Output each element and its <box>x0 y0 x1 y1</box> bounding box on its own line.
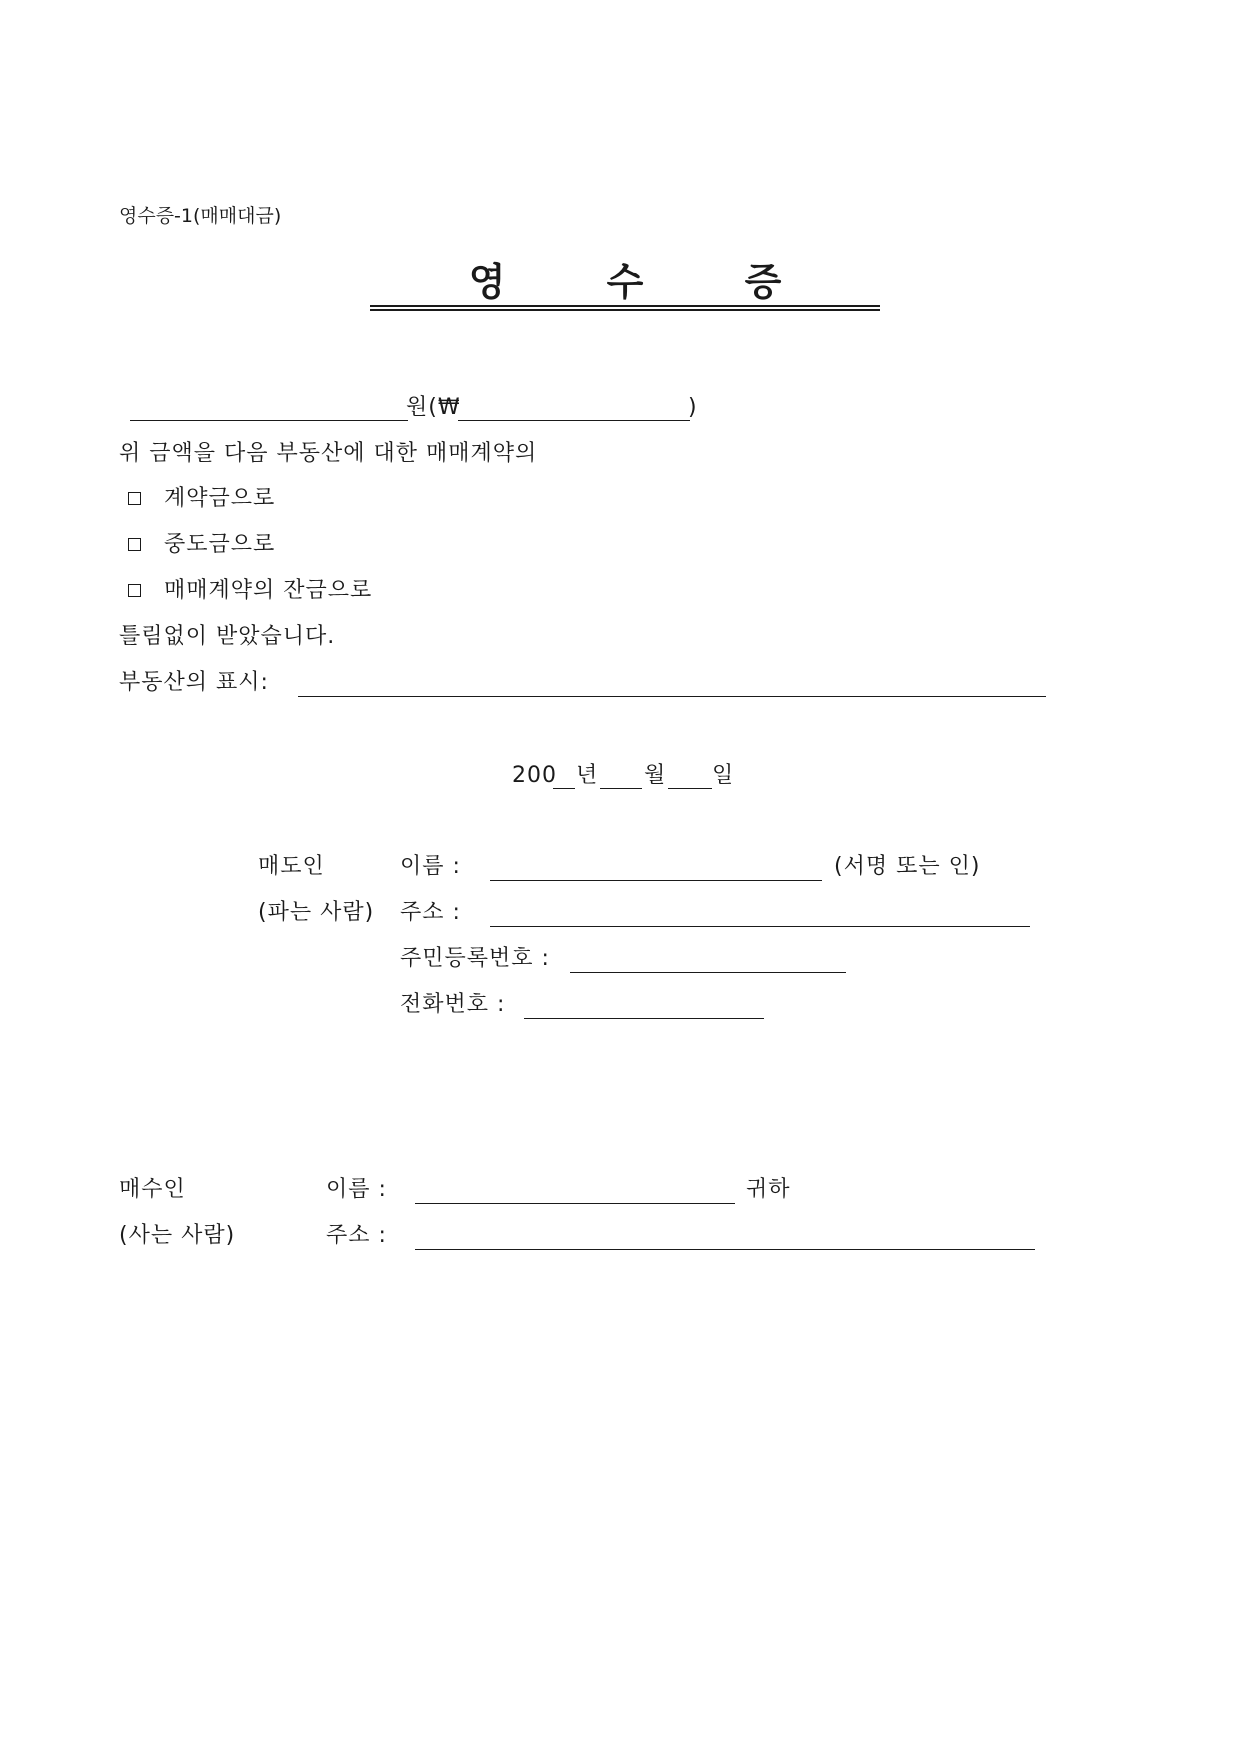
buyer-role: 매수인 <box>119 1177 186 1202</box>
seller-phone-field[interactable] <box>524 1018 764 1019</box>
title-underline-bottom <box>370 309 880 311</box>
date-day-field[interactable] <box>668 788 712 789</box>
option-balance-checkbox[interactable] <box>128 584 141 597</box>
buyer-address-label: 주소 : <box>326 1223 387 1248</box>
seller-role-desc: (파는 사람) <box>258 900 375 925</box>
intro-text: 위 금액을 다음 부동산에 대한 매매계약의 <box>119 441 538 466</box>
seller-id-label: 주민등록번호 : <box>400 946 550 971</box>
received-text: 틀림없이 받았습니다. <box>119 624 336 649</box>
buyer-role-desc: (사는 사람) <box>119 1223 236 1248</box>
date-year-prefix: 200 <box>512 763 557 788</box>
document-title: 영 수 증 <box>468 260 826 304</box>
buyer-name-label: 이름 : <box>326 1177 387 1202</box>
property-label: 부동산의 표시: <box>119 670 269 695</box>
form-code: 영수증-1(매매대금) <box>119 205 282 227</box>
option-deposit-label: 계약금으로 <box>164 486 276 511</box>
seller-name-label: 이름 : <box>400 854 461 879</box>
option-interim-label: 중도금으로 <box>164 532 276 557</box>
buyer-address-field[interactable] <box>415 1249 1035 1250</box>
amount-close-paren: ) <box>688 395 698 420</box>
property-field[interactable] <box>298 696 1046 697</box>
seller-id-field[interactable] <box>570 972 846 973</box>
option-deposit-checkbox[interactable] <box>128 492 141 505</box>
buyer-honorific: 귀하 <box>746 1177 791 1202</box>
seller-phone-label: 전화번호 : <box>400 992 506 1017</box>
won-label: 원(₩ <box>406 395 461 420</box>
seller-address-field[interactable] <box>490 926 1030 927</box>
date-month-unit: 월 <box>644 763 667 788</box>
date-year-field[interactable] <box>553 788 575 789</box>
option-balance-label: 매매계약의 잔금으로 <box>164 578 373 603</box>
seller-name-field[interactable] <box>490 880 822 881</box>
title-underline-top <box>370 305 880 307</box>
seller-address-label: 주소 : <box>400 900 461 925</box>
date-day-unit: 일 <box>712 763 735 788</box>
date-year-unit: 년 <box>576 763 599 788</box>
seller-signature-note: (서명 또는 인) <box>834 854 981 879</box>
amount-numeric-field[interactable] <box>458 420 690 421</box>
amount-korean-field[interactable] <box>130 420 408 421</box>
buyer-name-field[interactable] <box>415 1203 735 1204</box>
seller-role: 매도인 <box>258 854 325 879</box>
date-month-field[interactable] <box>600 788 642 789</box>
option-interim-checkbox[interactable] <box>128 538 141 551</box>
